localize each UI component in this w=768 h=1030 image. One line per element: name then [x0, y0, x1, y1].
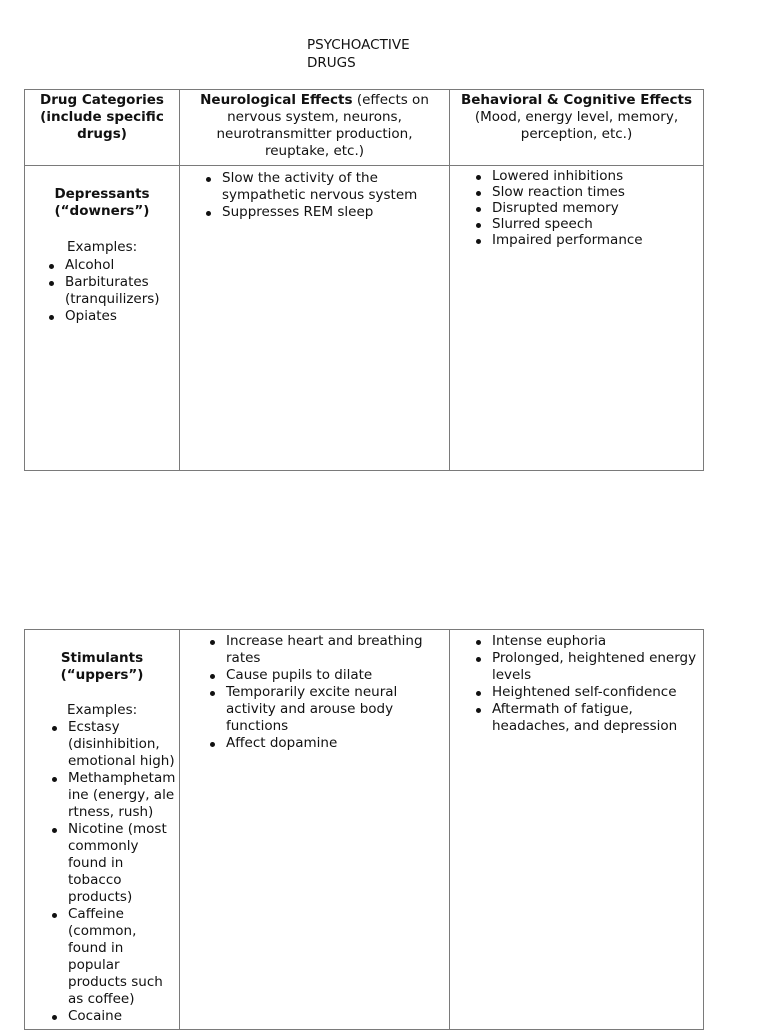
list-item: Increase heart and breathing rates [226, 633, 436, 667]
depressants-examples-list [65, 257, 179, 325]
list-item: Slow the activity of the sympathetic nervous system [222, 170, 427, 204]
depressants-neurological-cell [180, 166, 450, 471]
depressants-name-line2: (“downers”) [54, 203, 150, 219]
list-item: Nicotine (most commonly found in tobacco products) [68, 821, 176, 906]
list-item: Suppresses REM sleep [222, 204, 449, 221]
depressants-row [25, 166, 704, 471]
depressants-behavioral-cell [450, 166, 704, 471]
stimulants-neurological-list [226, 633, 436, 752]
depressants-neurological-list [222, 170, 449, 221]
list-item: Lowered inhibitions [492, 168, 703, 184]
stimulants-examples-label: Examples: [67, 702, 138, 718]
list-item: Temporarily excite neural activity and arouse body functions [226, 684, 436, 735]
depressants-examples-label: Examples: [67, 239, 138, 255]
stimulants-name-line2: (“uppers”) [60, 667, 144, 683]
header-col3-rest: (Mood, energy level, memory, perception, etc.) [474, 109, 679, 142]
list-item: Disrupted memory [492, 200, 703, 216]
header-col2-rest: (effects on nervous system, neurons, neurotransmitter production, reuptake, etc.) [216, 92, 429, 159]
stimulants-behavioral-cell [450, 630, 704, 1030]
drug-table-depressants [24, 89, 704, 471]
list-item: Caffeine (common, found in popular products such as coffee) [68, 906, 176, 1008]
list-item: Heightened self-confidence [492, 684, 702, 701]
header-col3-bold: Behavioral & Cognitive Effects [460, 92, 693, 108]
depressants-behavioral-list [492, 168, 703, 248]
header-col1-text: Drug Categories (include specific drugs) [40, 92, 164, 142]
list-item: Aftermath of fatigue, headaches, and depression [492, 701, 682, 735]
list-item: Barbiturates (tranquilizers) [65, 274, 175, 308]
list-item: Slow reaction times [492, 184, 703, 200]
document-title [307, 36, 467, 72]
drug-table-stimulants [24, 629, 704, 1030]
list-item: Cocaine [68, 1008, 176, 1025]
header-drug-categories [25, 90, 180, 166]
list-item: Opiates [65, 308, 179, 325]
list-item: Ecstasy (disinhibition, emotional high) [68, 719, 175, 769]
stimulants-name-line1: Stimulants [60, 650, 144, 666]
header-row [25, 90, 704, 166]
depressants-category-cell [25, 166, 180, 471]
header-neurological-effects [180, 90, 450, 166]
stimulants-neurological-cell [180, 630, 450, 1030]
header-col2-bold: Neurological Effects [200, 92, 353, 108]
list-item: Slurred speech [492, 216, 703, 232]
stimulants-behavioral-list [492, 633, 702, 735]
list-item: Alcohol [65, 257, 179, 274]
stimulants-category-cell [25, 630, 180, 1030]
stimulants-name [25, 650, 179, 684]
header-behavioral-effects [450, 90, 704, 166]
depressants-name [25, 186, 179, 220]
list-item: Prolonged, heightened energy levels [492, 650, 702, 684]
document-title-line2: DRUGS [307, 55, 356, 71]
list-item: Intense euphoria [492, 633, 702, 650]
stimulants-examples-list [68, 719, 176, 1025]
stimulants-row [25, 630, 704, 1030]
list-item: Impaired performance [492, 232, 703, 248]
list-item: Affect dopamine [226, 735, 436, 752]
depressants-name-line1: Depressants [54, 186, 150, 202]
list-item: Cause pupils to dilate [226, 667, 436, 684]
list-item: Methamphetamine (energy, alertness, rush) [68, 770, 176, 820]
document-title-line1: PSYCHOACTIVE [307, 37, 410, 53]
